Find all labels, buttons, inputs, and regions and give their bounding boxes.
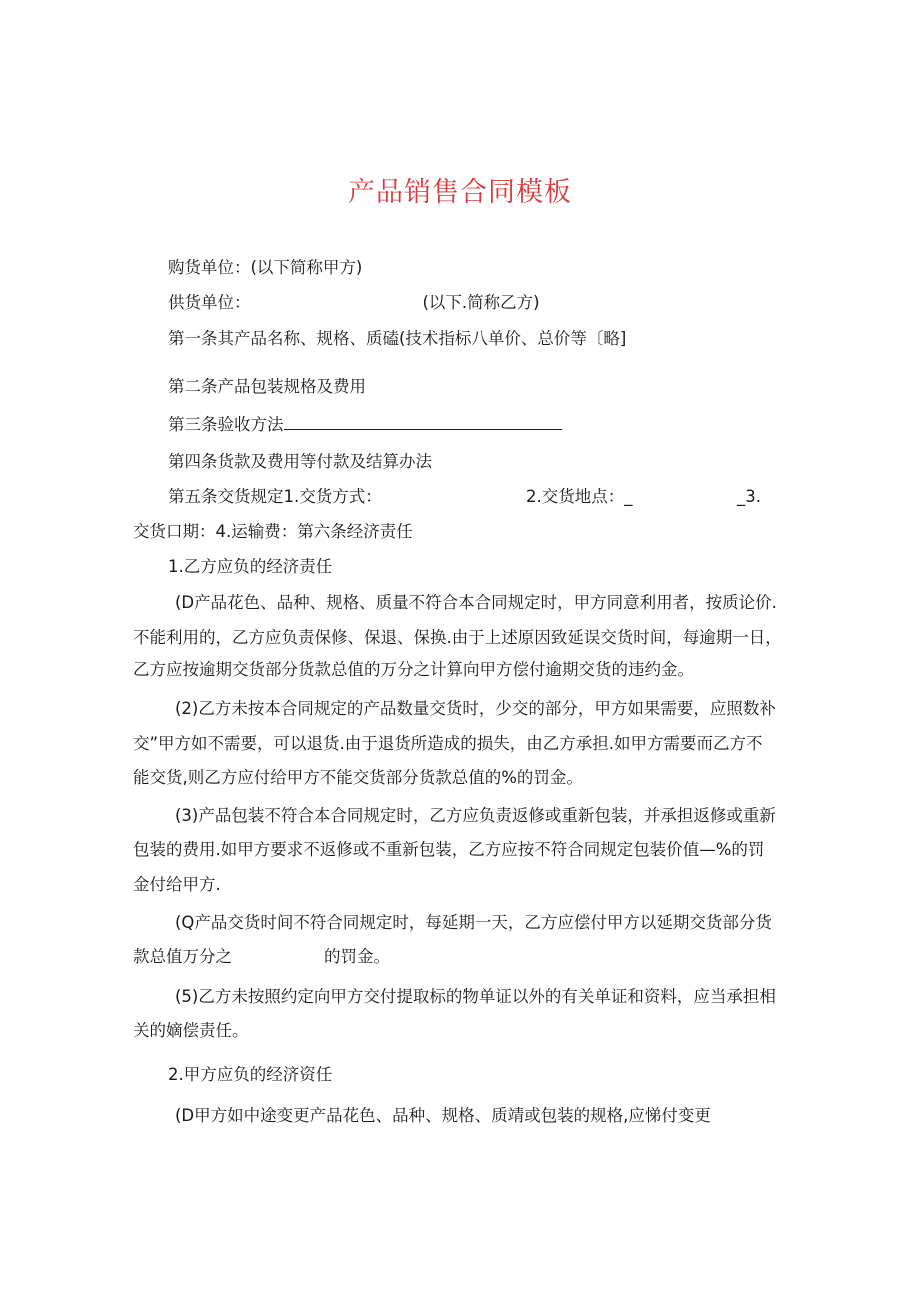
clause-5-c: _3. (737, 487, 761, 506)
clause-5-b: 2.交货地点：_ (526, 487, 633, 506)
para-5-line-2: 关的嫡偿责任。 (133, 1021, 249, 1040)
seller-line (168, 292, 540, 314)
seller-label: 供货单位： (168, 293, 251, 312)
clause-2: 第二条产品包装规格及费用 (168, 377, 366, 396)
para-1-line-2: 不能利用的，乙方应负责保修、保退、保换.由于上述原因致延误交货时间，每逾期一日， (133, 628, 782, 647)
para-1-line-3: 乙方应按逾期交货部分货款总值的万分之计算向甲方偿付逾期交货的违约金。 (133, 660, 694, 679)
clause-4: 第四条货款及费用等付款及结算办法 (168, 452, 432, 471)
buyer-line: 购货单位：(以下简称甲方) (168, 258, 363, 277)
para-4-line-1: (Q产品交货时间不符合同规定时，每延期一天，乙方应偿付甲方以延期交货部分货 (175, 913, 772, 932)
document-title: 产品销售合同模板 (348, 177, 572, 208)
clause-3-line (168, 414, 562, 436)
para-1-line-1: (D产品花色、品种、规格、质量不符合本合同规定时，甲方同意利用者，按质论价. (175, 593, 777, 612)
para-5-line-1: (5)乙方未按照约定向甲方交付提取标的物单证以外的有关单证和资料，应当承担相 (175, 987, 776, 1006)
para-2-line-2: 交”甲方如不需要，可以退货.由于退货所造成的损失，由乙方承担.如甲方需要而乙方不 (133, 734, 763, 753)
para-4-line-2-a: 款总值万分之 (133, 947, 232, 966)
clause-5-a: 第五条交货规定1.交货方式： (168, 487, 382, 506)
para-2-line-1: (2)乙方未按本合同规定的产品数量交货时，少交的部分，甲方如果需要，应照数补 (175, 699, 776, 718)
seller-suffix: (以下.简称乙方) (422, 293, 540, 312)
para-3-line-3: 金付给甲方. (133, 875, 221, 894)
blank-underline (284, 415, 562, 430)
para-4-line-2 (133, 946, 390, 968)
clause-1: 第一条其产品名称、规格、质磕(技术指标八单价、总价等〔略] (168, 329, 627, 348)
para-2-line-3: 能交货,则乙方应付给甲方不能交货部分货款总值的%的罚金。 (133, 768, 583, 787)
section-1-heading: 1.乙方应负的经济责任 (168, 557, 333, 576)
para-3-line-1: (3)产品包装不符合本合同规定时，乙方应负责返修或重新包装，并承担返修或重新 (175, 806, 776, 825)
para-3-line-2: 包装的费用.如甲方要求不返修或不重新包装，乙方应按不符合同规定包装价值—%的罚 (133, 840, 765, 859)
section-2-heading: 2.甲方应负的经济资任 (168, 1065, 333, 1084)
para-4-line-2-b: 的罚金。 (324, 947, 390, 966)
clause-3: 第三条验收方法 (168, 415, 284, 434)
para-6-line-1: (D甲方如中途变更产品花色、品种、规格、质靖或包装的规格,应悌付变更 (175, 1106, 711, 1125)
clause-5-line2: 交货口期：4.运输费：第六条经济责任 (133, 522, 413, 541)
